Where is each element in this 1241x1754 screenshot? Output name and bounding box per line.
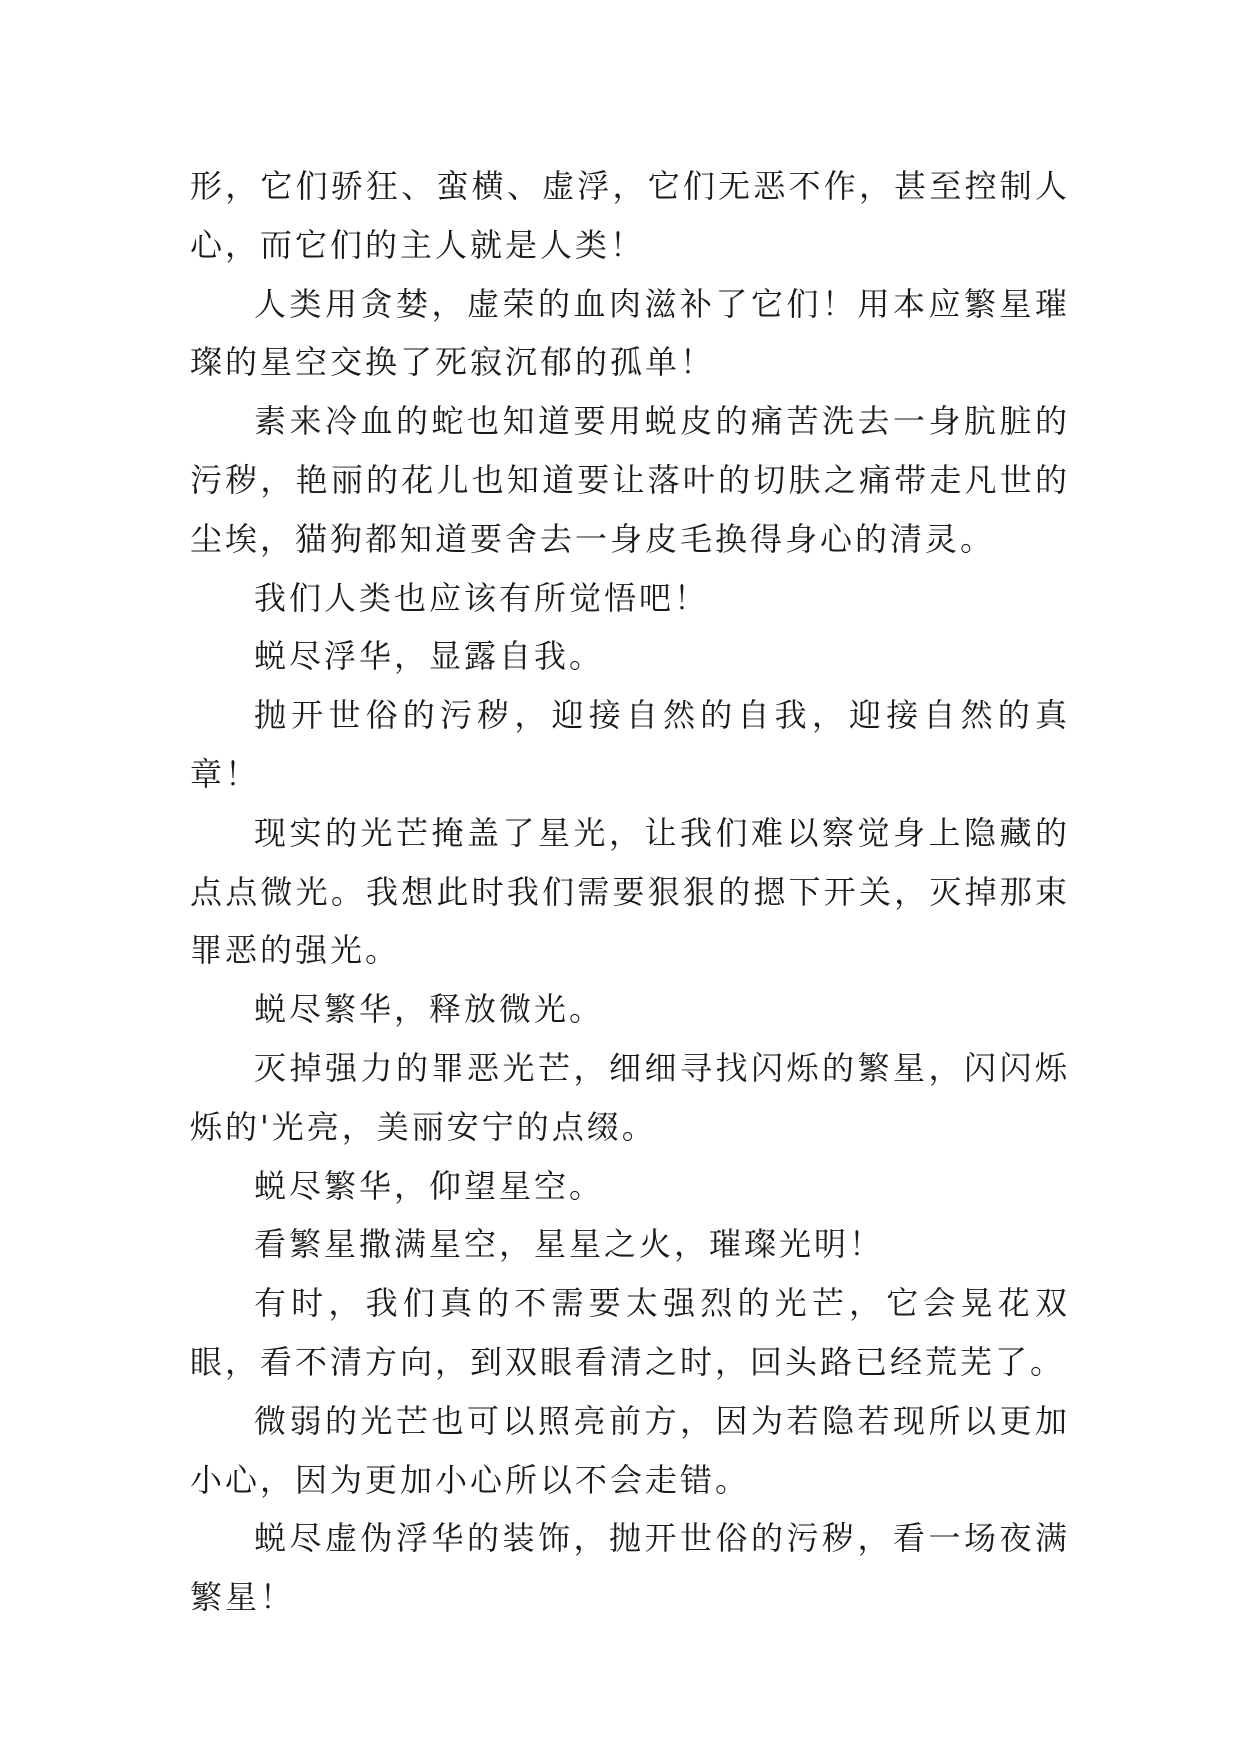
document-body <box>190 157 1070 1627</box>
paragraph: 人类用贪婪，虚荣的血肉滋补了它们！用本应繁星璀璨的星空交换了死寂沉郁的孤单！ <box>190 284 1070 382</box>
paragraph: 有时，我们真的不需要太强烈的光芒，它会晃花双眼，看不清方向，到双眼看清之时，回头路已经荒芜了。 <box>190 1284 1070 1381</box>
paragraph: 蜕尽浮华，显露自我。 <box>254 637 605 676</box>
paragraph: 我们人类也应该有所觉悟吧！ <box>254 578 710 617</box>
paragraph: 抛开世俗的污秽，迎接自然的自我，迎接自然的真章！ <box>190 696 1070 793</box>
paragraph: 现实的光芒掩盖了星光，让我们难以察觉身上隐藏的点点微光。我想此时我们需要狠狠的摁下开关，灭掉那束罪恶的强光。 <box>190 813 1070 970</box>
paragraph: 形，它们骄狂、蛮横、虚浮，它们无恶不作，甚至控制人心，而它们的主人就是人类！ <box>190 167 1070 264</box>
paragraph: 蜕尽繁华，释放微光。 <box>254 990 605 1029</box>
paragraph: 看繁星撒满星空，星星之火，璀璨光明！ <box>254 1225 885 1264</box>
paragraph: 灭掉强力的罪恶光芒，细细寻找闪烁的繁星，闪闪烁烁的'光亮，美丽安宁的点缀。 <box>190 1048 1070 1146</box>
paragraph: 蜕尽繁华，仰望星空。 <box>254 1166 605 1205</box>
paragraph: 素来冷血的蛇也知道要用蜕皮的痛苦洗去一身肮脏的污秽，艳丽的花儿也知道要让落叶的切肤之痛带走凡世的尘埃，猫狗都知道要舍去一身皮毛换得身心的清灵。 <box>190 402 1070 558</box>
paragraph: 微弱的光芒也可以照亮前方，因为若隐若现所以更加小心，因为更加小心所以不会走错。 <box>190 1401 1070 1499</box>
paragraph: 蜕尽虚伪浮华的装饰，抛开世俗的污秽，看一场夜满繁星！ <box>190 1519 1070 1617</box>
